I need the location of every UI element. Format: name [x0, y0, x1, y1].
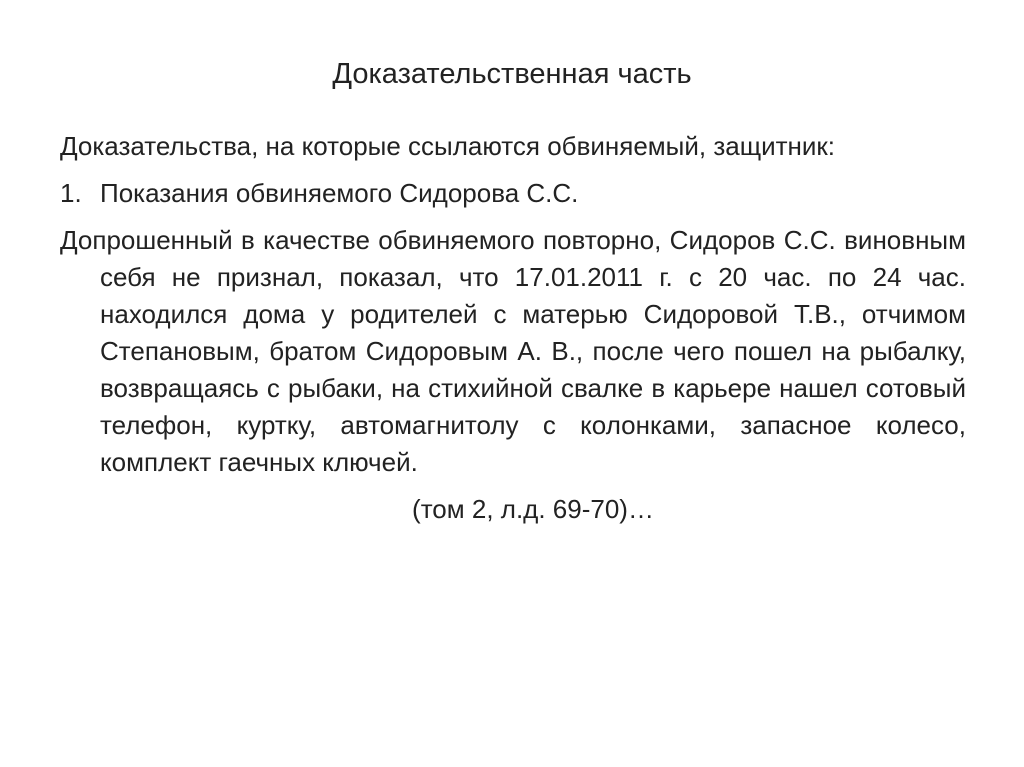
slide-title: Доказательственная часть [332, 58, 692, 90]
citation: (том 2, л.д. 69-70)… [412, 494, 654, 524]
slide-body [60, 128, 966, 528]
testimony-paragraph: Допрошенный в качестве обвиняемого повторно, Сидоров С.С. виновным себя не признал, показал, что 17.01.2011 г. с 20 час. по 24 час. находился дома у родителей с матерью Сидоровой Т.В., отчимом Степановым, братом Сидоровым А. В., после чего пошел на рыбалку, возвращаясь с рыбаки, на стихийной свалке в карьере нашел сотовый телефон, куртку, автомагнитолу с колонками, запасное колесо, комплект гаечных ключей. [60, 225, 966, 477]
intro-paragraph: Доказательства, на которые ссылаются обвиняемый, защитник: [60, 131, 836, 161]
list-item-text: Показания обвиняемого Сидорова С.С. [100, 178, 579, 208]
list-item [60, 175, 966, 212]
list-item-number: 1. [60, 178, 82, 208]
